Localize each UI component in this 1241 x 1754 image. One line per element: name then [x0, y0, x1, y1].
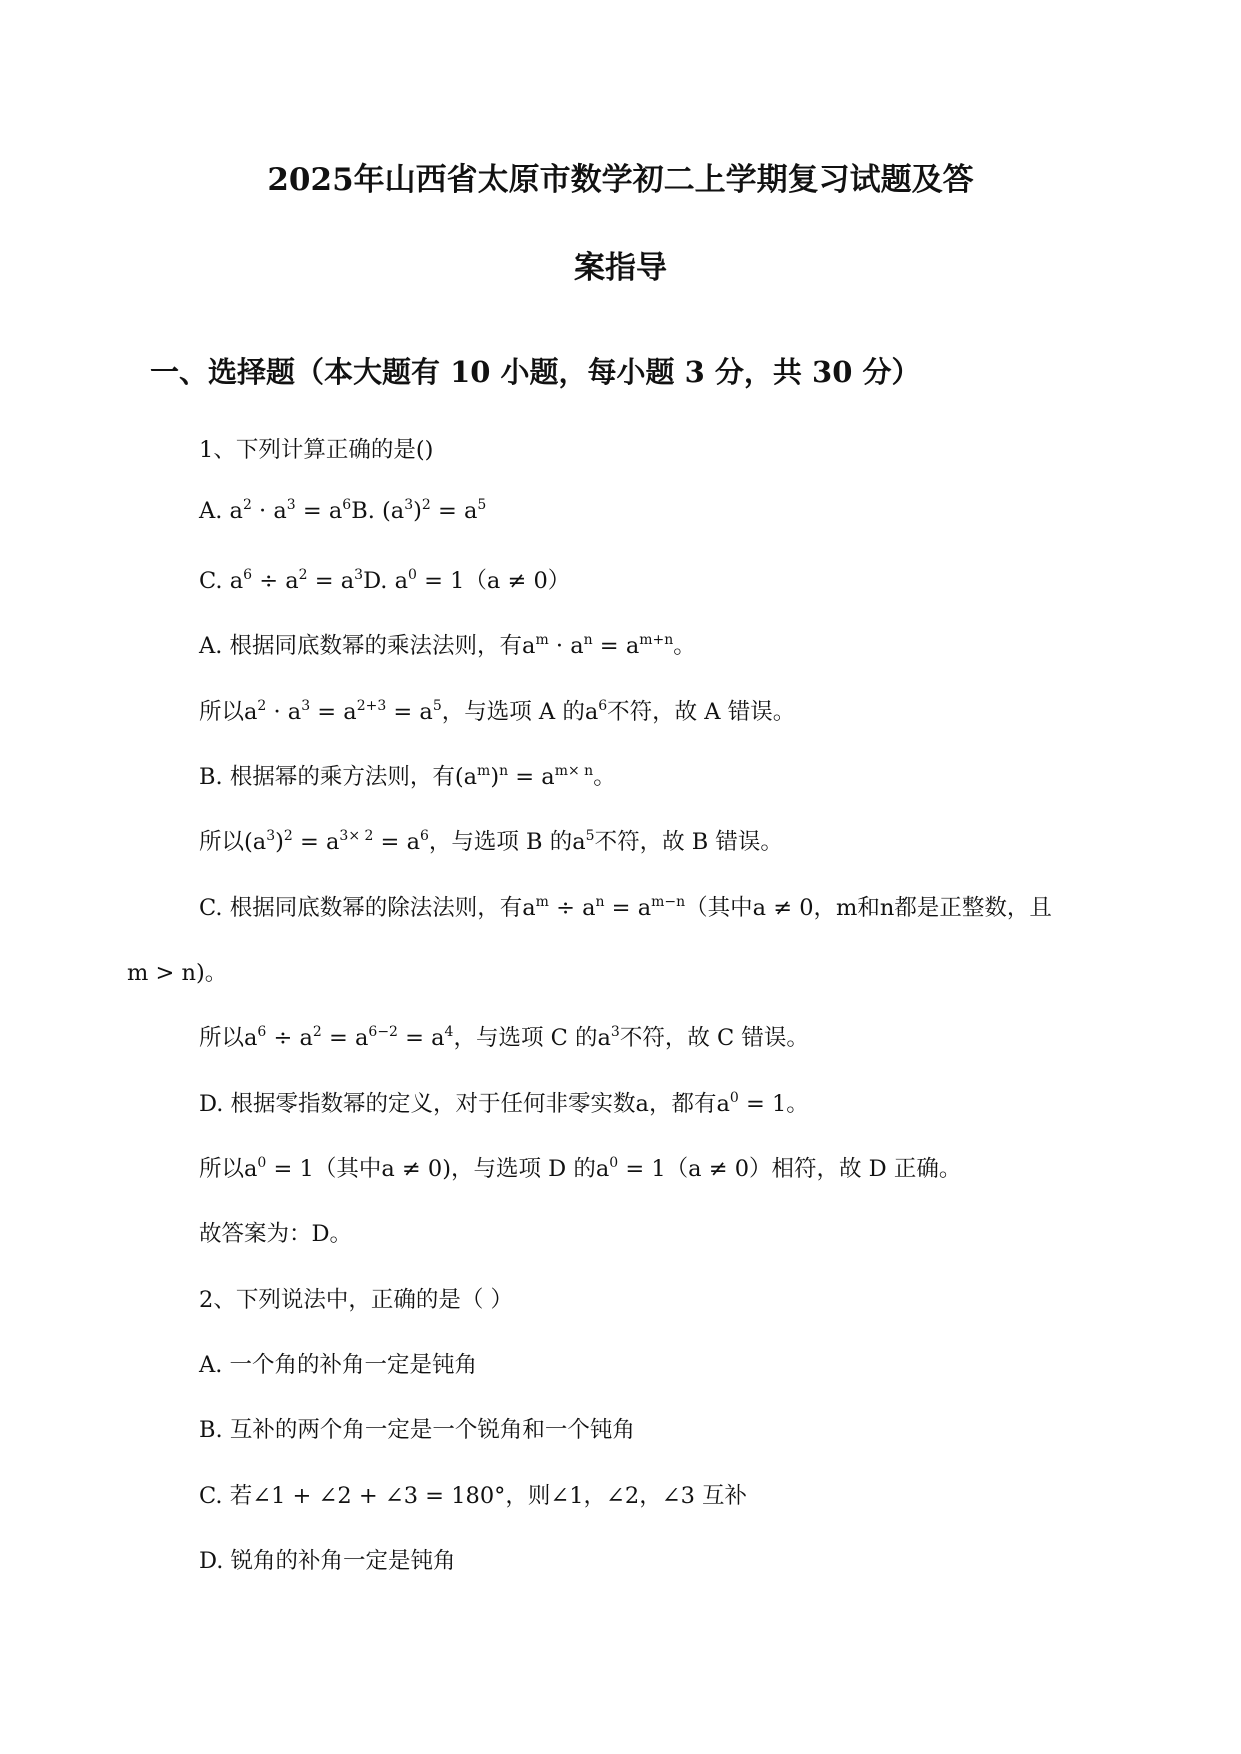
exponent: 3 [266, 828, 276, 844]
text-segment: 。 [673, 633, 696, 659]
analysis-b-conclusion [199, 824, 783, 856]
text-segment: = a [430, 498, 478, 524]
exponent: m−n [651, 894, 686, 910]
exponent: 2 [283, 828, 293, 844]
text-segment: ) [413, 498, 422, 524]
text-segment: （其中a ≠ 0，m和n都是正整数，且 [685, 895, 1052, 921]
exponent: 2 [312, 1024, 322, 1040]
text-segment: A. 根据同底数幂的乘法法则，有a [199, 633, 536, 659]
exponent: 6 [598, 698, 608, 714]
question-2-stem: 2、下列说法中，正确的是（ ） [199, 1287, 513, 1313]
analysis-a-conclusion [199, 694, 795, 726]
text-segment: 不符，故 B 错误。 [594, 829, 783, 855]
text-segment: = a [397, 1025, 445, 1051]
text-segment: ÷ a [266, 1025, 313, 1051]
text-segment: D. a [363, 568, 409, 594]
exponent: 4 [444, 1024, 454, 1040]
exponent: 2 [257, 698, 267, 714]
text-segment: ÷ a [548, 895, 596, 921]
analysis-c [199, 890, 1052, 922]
analysis-a [199, 628, 696, 660]
exponent: 5 [477, 497, 487, 513]
exponent: 3 [354, 567, 364, 583]
text-segment: ，与选项 C 的a [453, 1025, 611, 1051]
exponent: 6 [342, 497, 352, 513]
exponent: 0 [609, 1155, 619, 1171]
text-segment: = 1。 [738, 1091, 809, 1117]
text-segment: = a [295, 498, 343, 524]
text-segment: B. (a [351, 498, 405, 524]
text-segment: · a [548, 633, 584, 659]
text-segment: D. 根据零指数幂的定义，对于任何非零实数a，都有a [199, 1091, 730, 1117]
exponent: 6 [243, 567, 253, 583]
document-title-line-1: 2025年山西省太原市数学初二上学期复习试题及答 [267, 162, 974, 198]
text-segment: ，与选项 A 的a [441, 699, 599, 725]
text-segment: ) [275, 829, 284, 855]
text-segment: C. 根据同底数幂的除法法则，有a [199, 895, 536, 921]
exponent: n [499, 763, 509, 779]
analysis-d [199, 1086, 809, 1118]
analysis-b [199, 759, 616, 791]
section-heading: 一、选择题（本大题有 10 小题，每小题 3 分，共 30 分） [150, 355, 921, 389]
analysis-c-conclusion [199, 1020, 809, 1052]
text-segment: 所以(a [199, 829, 267, 855]
exponent: 6−2 [368, 1024, 398, 1040]
analysis-d-conclusion [199, 1151, 961, 1183]
exponent: 3 [404, 497, 414, 513]
text-segment: B. 根据幂的乘方法则，有(a [199, 764, 478, 790]
exponent: 2 [421, 497, 431, 513]
text-segment: = a [292, 829, 340, 855]
text-segment: = a [321, 1025, 369, 1051]
text-segment: 所以a [199, 1156, 258, 1182]
exponent: m+n [639, 632, 674, 648]
text-segment: ÷ a [252, 568, 299, 594]
question-2-option-c: C. 若∠1 + ∠2 + ∠3 = 180°，则∠1，∠2，∠3 互补 [199, 1483, 748, 1509]
text-segment: = 1（a ≠ 0）相符，故 D 正确。 [618, 1156, 962, 1182]
exponent: 0 [257, 1155, 267, 1171]
text-segment: · a [266, 699, 302, 725]
exponent: 2 [242, 497, 252, 513]
exponent: 3 [610, 1024, 620, 1040]
question-2-option-d: D. 锐角的补角一定是钝角 [199, 1548, 456, 1574]
exponent: 2+3 [356, 698, 387, 714]
exponent: 0 [408, 567, 417, 583]
question-1-options-cd [199, 563, 570, 595]
exponent: m [535, 894, 549, 910]
question-2-option-b: B. 互补的两个角一定是一个锐角和一个钝角 [199, 1417, 635, 1443]
exponent: 6 [419, 828, 429, 844]
text-segment: = 1（其中a ≠ 0)，与选项 D 的a [266, 1156, 610, 1182]
question-1-stem: 1、下列计算正确的是() [199, 437, 434, 463]
exponent: 5 [432, 698, 442, 714]
question-1-answer: 故答案为：D。 [199, 1221, 353, 1247]
text-segment: = a [307, 568, 355, 594]
text-segment: 。 [593, 764, 616, 790]
text-segment: = a [604, 895, 652, 921]
text-segment: = a [508, 764, 555, 790]
exponent: 3 [301, 698, 311, 714]
exponent: m [477, 763, 491, 779]
analysis-c-continued: m > n)。 [127, 960, 228, 986]
exponent: 2 [298, 567, 308, 583]
exponent: 5 [585, 828, 595, 844]
exponent: m× n [554, 763, 594, 779]
text-segment: = a [373, 829, 420, 855]
exponent: n [595, 894, 605, 910]
text-segment: · a [251, 498, 287, 524]
text-segment: 所以a [199, 699, 258, 725]
document-title-line-2: 案指导 [574, 250, 667, 286]
exponent: m [535, 632, 549, 648]
text-segment: A. a [199, 498, 243, 524]
text-segment: = 1（a ≠ 0） [416, 568, 571, 594]
question-1-options-ab [199, 498, 486, 524]
text-segment: 不符，故 C 错误。 [619, 1025, 809, 1051]
text-segment: = a [592, 633, 640, 659]
text-segment: 不符，故 A 错误。 [607, 699, 796, 725]
text-segment: = a [386, 699, 433, 725]
exponent: 3× 2 [339, 828, 374, 844]
exponent: 0 [729, 1090, 739, 1106]
text-segment: C. a [199, 568, 244, 594]
text-segment: ) [490, 764, 500, 790]
exponent: n [583, 632, 593, 648]
exponent: 6 [257, 1024, 267, 1040]
text-segment: ，与选项 B 的a [428, 829, 586, 855]
question-2-option-a: A. 一个角的补角一定是钝角 [199, 1352, 478, 1378]
text-segment: = a [310, 699, 357, 725]
text-segment: 所以a [199, 1025, 258, 1051]
exponent: 3 [286, 497, 296, 513]
